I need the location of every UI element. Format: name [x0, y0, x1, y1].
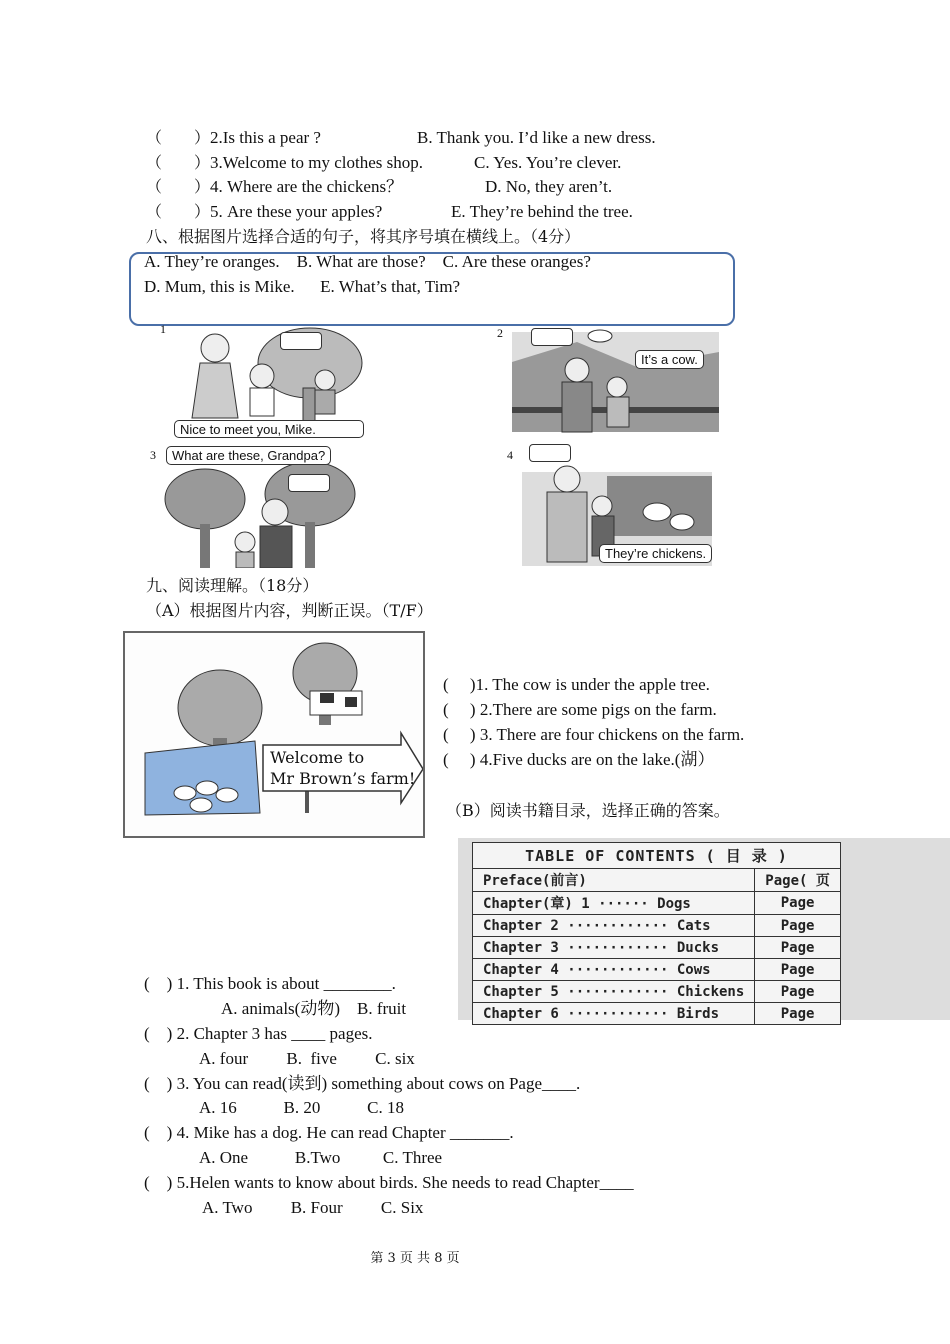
picture-number: 3 — [150, 448, 156, 462]
speech-bubble: They’re chickens. — [599, 544, 712, 563]
question-5-options: A. Two B. Four C. Six — [202, 1198, 424, 1217]
answer-blank[interactable] — [529, 444, 571, 462]
speech-bubble: Nice to meet you, Mike. — [174, 420, 364, 438]
question: 3.Welcome to my clothes shop. — [210, 153, 423, 172]
question-1-options: A. animals(动物) B. fruit — [221, 999, 407, 1018]
farm-picture — [123, 631, 425, 838]
picture-number: 2 — [497, 326, 503, 340]
section-a-heading: （A）根据图片内容，判断正误。（T/F） — [146, 601, 433, 620]
match-answer-d: D. No, they aren’t. — [485, 177, 613, 196]
match-line-4 — [146, 176, 403, 198]
question-1: ( ) 1. This book is about ________. — [144, 974, 396, 993]
picture-number: 4 — [507, 448, 513, 462]
farm-illustration — [125, 633, 423, 836]
answer-blank[interactable] — [531, 328, 573, 346]
answer-paren[interactable]: （ ） — [146, 202, 211, 221]
section-9-heading: 九、阅读理解。（18分） — [146, 576, 319, 595]
table-row: Chapter 6 ············ Birds Page — [473, 1003, 841, 1025]
question: 4. Where are the chickens？ — [210, 177, 404, 196]
picture-2 — [497, 322, 719, 438]
question: 2.Is this a pear ? — [210, 128, 321, 147]
question-4-options: A. One B.Two C. Three — [199, 1148, 443, 1167]
tf-1: ( )1. The cow is under the apple tree. — [443, 675, 710, 694]
sign-line-1: Welcome to — [270, 748, 365, 767]
answer-paren[interactable]: （ ） — [146, 153, 211, 172]
tf-4: ( ) 4.Five ducks are on the lake.(湖） — [443, 750, 715, 769]
tf-2: ( ) 2.There are some pigs on the farm. — [443, 700, 717, 719]
question: 5. Are these your apples? — [210, 202, 383, 221]
table-row: Chapter 4 ············ Cows Page — [473, 959, 841, 981]
question-5: ( ) 5.Helen wants to know about birds. She needs to read Chapter____ — [144, 1173, 634, 1192]
question-4: ( ) 4. Mike has a dog. He can read Chapter _______. — [144, 1123, 514, 1142]
match-line-2 — [146, 127, 321, 149]
table-row: Chapter(章) 1 ······ Dogs Page — [473, 892, 841, 915]
farm-sign-text — [270, 747, 415, 789]
table-row: Chapter 3 ············ Ducks Page — [473, 937, 841, 959]
page-footer: 第 3 页 共 8 页 — [370, 1251, 460, 1266]
question-2-options: A. four B. five C. six — [199, 1049, 415, 1068]
match-line-3 — [146, 152, 423, 174]
picture-number: 1 — [160, 322, 166, 336]
question-3-options: A. 16 B. 20 C. 18 — [199, 1098, 404, 1117]
picture-3 — [150, 444, 362, 568]
match-answer-e: E. They’re behind the tree. — [451, 202, 633, 221]
answer-paren[interactable]: （ ） — [146, 128, 211, 147]
toc-title: TABLE OF CONTENTS ( 目 录 ) — [473, 843, 841, 869]
picture-1 — [160, 318, 370, 444]
question-2: ( ) 2. Chapter 3 has ____ pages. — [144, 1024, 373, 1043]
speech-bubble: What are these, Grandpa? — [166, 446, 331, 465]
options-line-1: A. They’re oranges. B. What are those? C. Are these oranges? — [144, 252, 591, 271]
answer-blank[interactable] — [280, 332, 322, 350]
options-line-2: D. Mum, this is Mike. E. What’s that, Tim? — [144, 277, 461, 296]
answer-paren[interactable]: （ ） — [146, 177, 211, 196]
question-3: ( ) 3. You can read(读到) something about cows on Page____. — [144, 1074, 581, 1093]
table-row: Chapter 5 ············ Chickens Page — [473, 981, 841, 1003]
match-answer-b: B. Thank you. I’d like a new dress. — [417, 128, 656, 147]
answer-blank[interactable] — [288, 474, 330, 492]
tf-3: ( ) 3. There are four chickens on the farm. — [443, 725, 745, 744]
match-answer-c: C. Yes. You’re clever. — [474, 153, 622, 172]
section-8-heading: 八、根据图片选择合适的句子，将其序号填在横线上。（4分） — [146, 227, 581, 246]
speech-bubble: It’s a cow. — [635, 350, 704, 369]
sign-line-2: Mr Brown’s farm! — [270, 769, 416, 788]
picture-4 — [507, 444, 729, 570]
toc-head-left: Preface(前言) — [473, 869, 755, 892]
section-b-heading: （B）阅读书籍目录，选择正确的答案。 — [446, 801, 730, 820]
table-row: Chapter 2 ············ Cats Page — [473, 915, 841, 937]
toc-head-right: Page( 页 — [755, 869, 841, 892]
table-of-contents — [458, 838, 950, 1020]
match-line-5 — [146, 201, 382, 223]
